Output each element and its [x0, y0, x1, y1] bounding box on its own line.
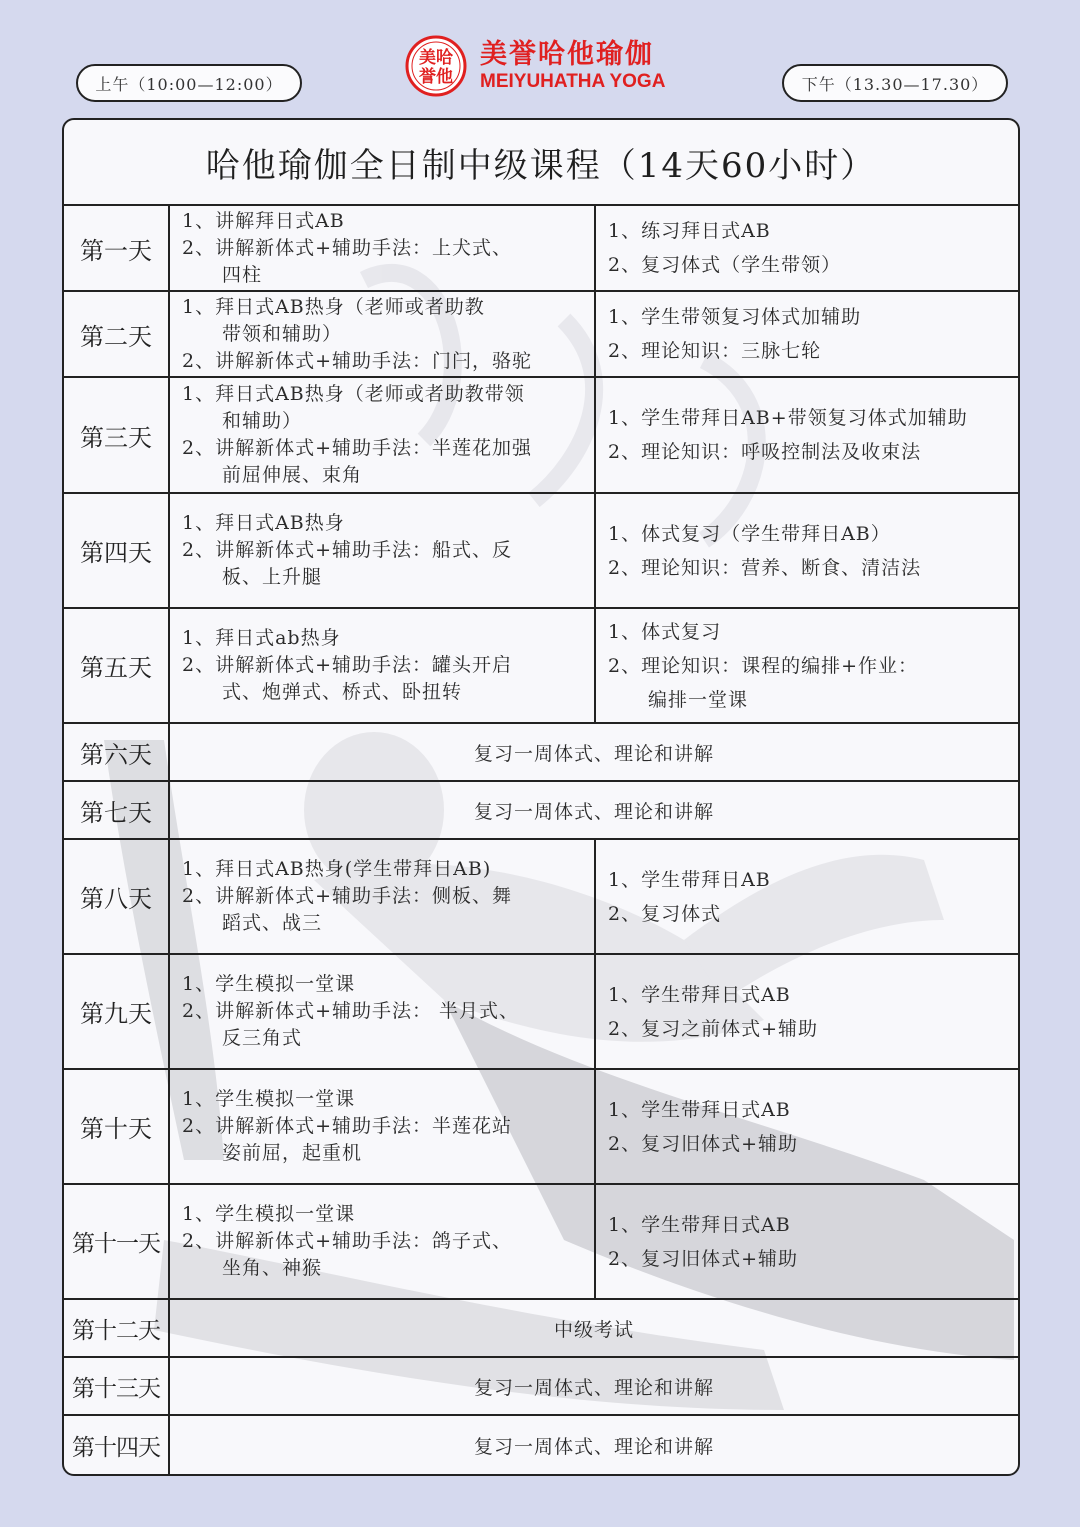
session-line: 2、讲解新体式+辅助手法：半莲花站 — [182, 1115, 513, 1137]
full-day-activity: 复习一周体式、理论和讲解 — [473, 742, 714, 765]
session-line: 板、上升腿 — [222, 566, 323, 588]
afternoon-session — [596, 840, 1018, 953]
session-line: 2、理论知识：呼吸控制法及收束法 — [608, 441, 922, 463]
session-line: 1、讲解拜日式AB — [182, 209, 345, 232]
session-line: 1、体式复习（学生带拜日AB） — [608, 522, 891, 545]
session-line: 2、理论知识：营养、断食、清洁法 — [608, 556, 922, 579]
session-line: 2、复习旧体式+辅助 — [608, 1247, 799, 1270]
brand-logo — [404, 34, 665, 98]
schedule-row — [64, 782, 1018, 840]
morning-session — [170, 206, 596, 290]
day-label: 第十四天 — [64, 1416, 170, 1474]
session-line: 1、学生带拜日AB — [608, 868, 771, 891]
session-line: 2、复习旧体式+辅助 — [608, 1132, 799, 1155]
afternoon-session — [596, 494, 1018, 607]
afternoon-session — [596, 955, 1018, 1068]
session-line: 1、拜日式AB热身（老师或者助教带领 — [182, 383, 525, 405]
session-line: 姿前屈，起重机 — [222, 1142, 363, 1164]
afternoon-time-label: 下午（13.30—17.30） — [801, 74, 989, 94]
session-line: 2、讲解新体式+辅助手法：门闩，骆驼 — [182, 349, 533, 372]
session-line: 2、讲解新体式+辅助手法：上犬式、 — [182, 236, 513, 259]
schedule-row — [64, 955, 1018, 1070]
session-line: 2、复习之前体式+辅助 — [608, 1017, 819, 1040]
session-line: 2、讲解新体式+辅助手法：罐头开启 — [182, 654, 513, 676]
morning-session — [170, 292, 596, 376]
session-line: 1、学生带拜日式AB — [608, 1098, 791, 1121]
session-line: 1、练习拜日式AB — [608, 220, 771, 242]
session-line: 2、讲解新体式+辅助手法：鸽子式、 — [182, 1230, 513, 1252]
session-line: 1、拜日式AB热身（老师或者助教 — [182, 295, 485, 318]
session-line: 1、学生模拟一堂课 — [182, 1203, 356, 1225]
session-line: 2、复习体式（学生带领） — [608, 254, 842, 276]
morning-session — [170, 955, 596, 1068]
day-label: 第一天 — [64, 206, 170, 290]
day-label: 第四天 — [64, 494, 170, 607]
afternoon-session — [596, 206, 1018, 290]
session-line: 2、讲解新体式+辅助手法：半莲花加强 — [182, 437, 533, 459]
morning-session — [170, 1070, 596, 1183]
session-line: 1、拜日式AB热身 — [182, 512, 345, 534]
schedule-row — [64, 206, 1018, 292]
session-line: 式、炮弹式、桥式、卧扭转 — [222, 681, 463, 703]
afternoon-session — [596, 292, 1018, 376]
logo-english-name: MEIYUHATHA YOGA — [480, 71, 666, 92]
schedule-row — [64, 1070, 1018, 1185]
session-line: 蹈式、战三 — [222, 912, 323, 934]
schedule-row — [64, 724, 1018, 782]
day-label: 第十一天 — [64, 1185, 170, 1298]
schedule-row — [64, 1416, 1018, 1474]
session-line: 1、学生带拜日式AB — [608, 983, 791, 1006]
schedule-row — [64, 609, 1018, 724]
afternoon-session — [596, 1070, 1018, 1183]
day-label: 第十三天 — [64, 1358, 170, 1414]
session-line: 四柱 — [222, 263, 263, 286]
session-line: 1、学生带拜日AB+带领复习体式加辅助 — [608, 407, 968, 429]
full-day-activity: 复习一周体式、理论和讲解 — [473, 1435, 714, 1458]
session-line: 带领和辅助） — [222, 322, 343, 345]
session-line: 2、理论知识：课程的编排+作业： — [608, 654, 919, 677]
session-line: 2、复习体式 — [608, 902, 722, 925]
day-label: 第五天 — [64, 609, 170, 722]
session-line: 1、学生带领复习体式加辅助 — [608, 306, 862, 328]
course-title: 哈他瑜伽全日制中级课程（14天60小时） — [64, 120, 1018, 206]
schedule-card — [62, 118, 1020, 1476]
logo-badge-icon — [404, 34, 468, 98]
day-label: 第六天 — [64, 724, 170, 780]
session-line: 2、讲解新体式+辅助手法：侧板、舞 — [182, 885, 513, 907]
session-line: 2、讲解新体式+辅助手法：船式、反 — [182, 539, 513, 561]
morning-session — [170, 378, 596, 492]
afternoon-session — [596, 609, 1018, 722]
schedule-row — [64, 1358, 1018, 1416]
schedule-row — [64, 1185, 1018, 1300]
schedule-row — [64, 494, 1018, 609]
schedule-row — [64, 378, 1018, 494]
session-line: 1、体式复习 — [608, 620, 722, 643]
morning-session — [170, 494, 596, 607]
day-label: 第三天 — [64, 378, 170, 492]
session-line: 坐角、神猴 — [222, 1257, 323, 1279]
logo-badge-bottom: 誉他 — [419, 67, 453, 87]
session-line: 1、学生模拟一堂课 — [182, 1088, 356, 1110]
day-label: 第二天 — [64, 292, 170, 376]
full-day-activity: 复习一周体式、理论和讲解 — [473, 800, 714, 823]
session-line: 编排一堂课 — [648, 688, 749, 711]
day-label: 第十天 — [64, 1070, 170, 1183]
morning-time-label: 上午（10:00—12:00） — [95, 74, 283, 94]
session-line: 1、拜日式ab热身 — [182, 627, 341, 649]
schedule-row — [64, 840, 1018, 955]
full-day-activity: 复习一周体式、理论和讲解 — [473, 1376, 714, 1399]
day-label: 第九天 — [64, 955, 170, 1068]
session-line: 1、拜日式AB热身(学生带拜日AB) — [182, 858, 492, 880]
morning-session — [170, 609, 596, 722]
session-line: 反三角式 — [222, 1027, 303, 1049]
schedule-row — [64, 1300, 1018, 1358]
day-label: 第八天 — [64, 840, 170, 953]
afternoon-session — [596, 1185, 1018, 1298]
afternoon-time-badge — [782, 64, 1008, 102]
full-day-activity: 中级考试 — [553, 1318, 634, 1341]
session-line: 1、学生模拟一堂课 — [182, 973, 356, 995]
day-label: 第七天 — [64, 782, 170, 838]
session-line: 1、学生带拜日式AB — [608, 1213, 791, 1236]
logo-chinese-name: 美誉哈他瑜伽 — [480, 39, 654, 70]
logo-badge-top: 美哈 — [419, 48, 453, 68]
session-line: 前屈伸展、束角 — [222, 464, 363, 486]
morning-time-badge — [76, 64, 302, 102]
day-label: 第十二天 — [64, 1300, 170, 1356]
session-line: 和辅助） — [222, 410, 303, 432]
session-line: 2、讲解新体式+辅助手法： 半月式、 — [182, 1000, 520, 1022]
session-line: 2、理论知识：三脉七轮 — [608, 340, 822, 362]
morning-session — [170, 840, 596, 953]
morning-session — [170, 1185, 596, 1298]
afternoon-session — [596, 378, 1018, 492]
schedule-row — [64, 292, 1018, 378]
